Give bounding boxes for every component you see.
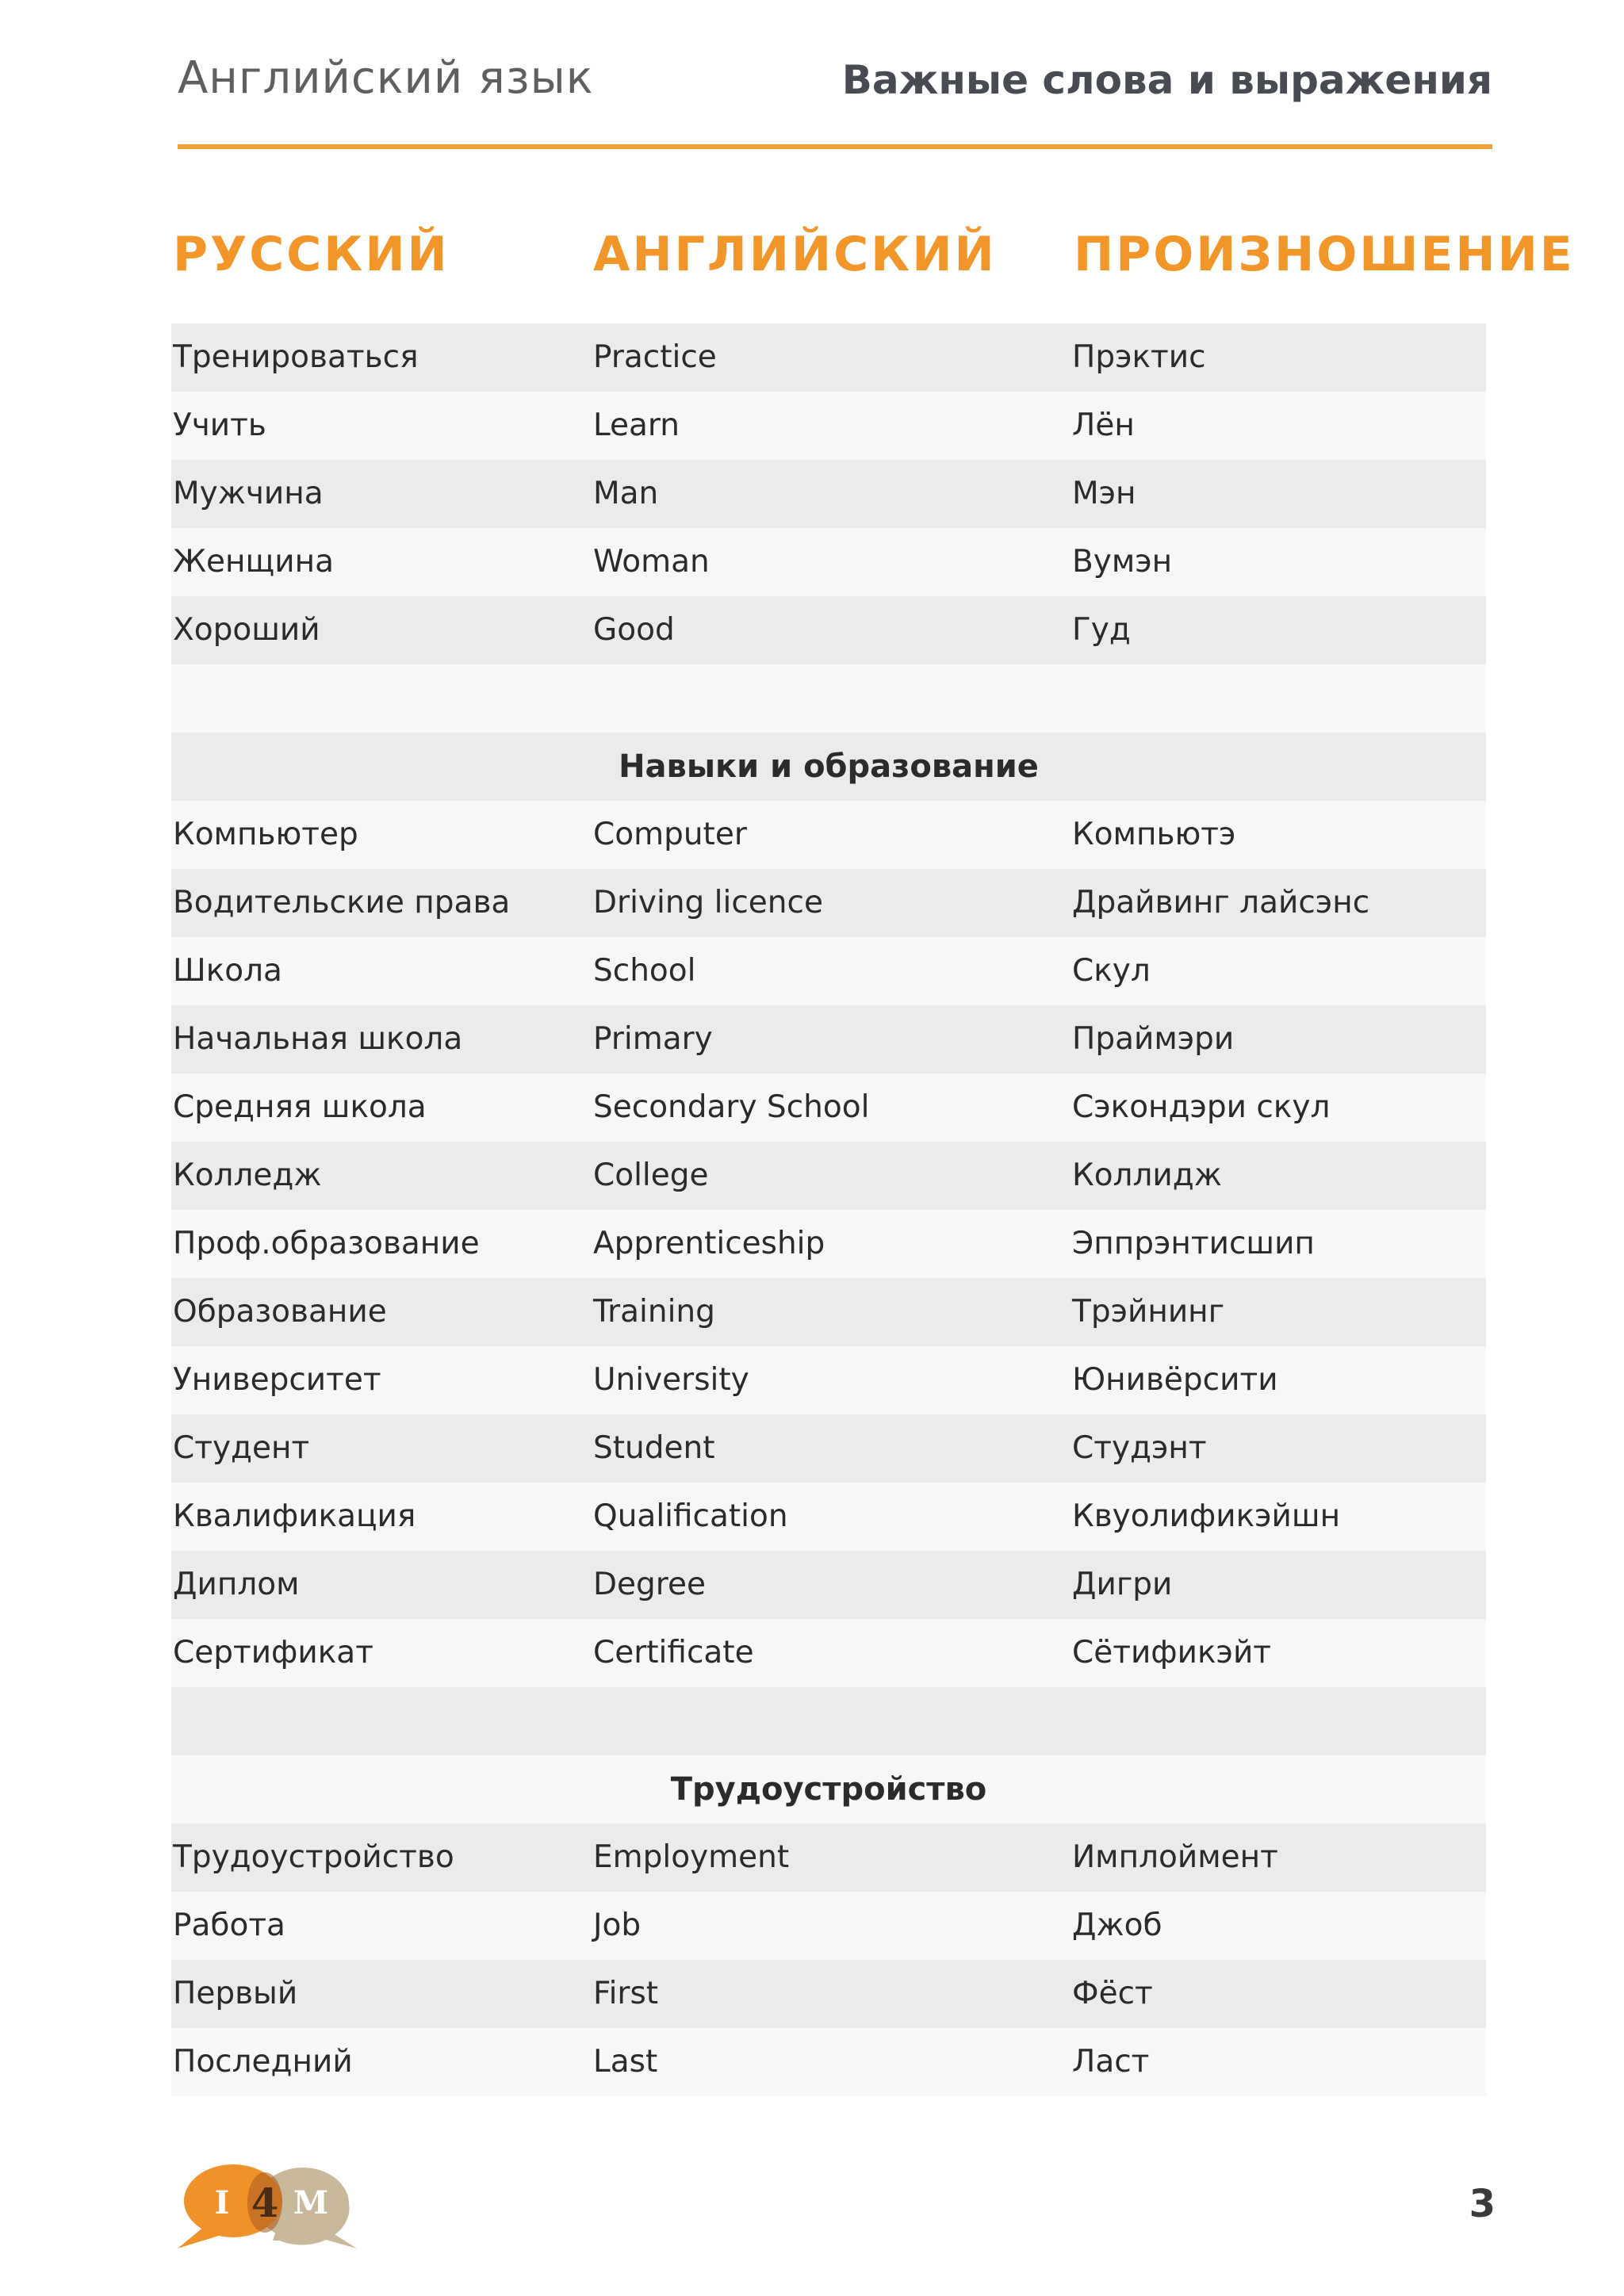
pronunciation: Имплоймент xyxy=(1072,1839,1278,1875)
table-row xyxy=(171,937,1486,1005)
pronunciation: Студэнт xyxy=(1072,1430,1207,1466)
pronunciation: Эппрэнтисшип xyxy=(1072,1226,1315,1261)
speech-bubbles-logo-icon xyxy=(176,2160,358,2255)
pronunciation: Юнивёрсити xyxy=(1072,1362,1278,1398)
russian-word: Тренироваться xyxy=(173,339,419,375)
table-row xyxy=(171,1960,1486,2028)
english-word: Woman xyxy=(593,544,710,580)
russian-word: Женщина xyxy=(173,544,334,580)
pronunciation: Трэйнинг xyxy=(1072,1294,1225,1330)
russian-word: Диплом xyxy=(173,1567,300,1602)
english-word: Secondary School xyxy=(593,1089,870,1125)
table-row xyxy=(171,323,1486,392)
table-row xyxy=(171,1414,1486,1483)
subject-title: Английский язык xyxy=(178,52,594,104)
russian-word: Колледж xyxy=(173,1158,322,1193)
english-word: Man xyxy=(593,476,659,511)
pronunciation: Компьютэ xyxy=(1072,817,1236,852)
table-row xyxy=(171,1823,1486,1892)
document-title: Важные слова и выражения xyxy=(841,57,1492,103)
english-word: Employment xyxy=(593,1839,790,1875)
english-word: First xyxy=(593,1976,659,2011)
pronunciation: Гуд xyxy=(1072,612,1131,648)
english-word: Job xyxy=(593,1908,642,1943)
russian-word: Университет xyxy=(173,1362,381,1398)
russian-word: Начальная школа xyxy=(173,1021,463,1057)
vocabulary-table xyxy=(171,323,1486,2096)
english-word: Certificate xyxy=(593,1635,754,1670)
table-row xyxy=(171,801,1486,869)
russian-word: Последний xyxy=(173,2044,353,2080)
pronunciation: Сётификэйт xyxy=(1072,1635,1272,1670)
pronunciation: Драйвинг лайсэнс xyxy=(1072,885,1370,920)
table-row xyxy=(171,596,1486,664)
column-header-pronunciation: ПРОИЗНОШЕНИЕ xyxy=(1074,227,1575,282)
english-word: Learn xyxy=(593,408,680,443)
pronunciation: Фёст xyxy=(1072,1976,1153,2011)
russian-word: Школа xyxy=(173,953,282,989)
russian-word: Работа xyxy=(173,1908,285,1943)
russian-word: Проф.образование xyxy=(173,1226,480,1261)
table-row xyxy=(171,1892,1486,1960)
table-row xyxy=(171,528,1486,596)
english-word: Training xyxy=(593,1294,715,1330)
header-divider xyxy=(178,144,1492,149)
i4m-logo xyxy=(176,2160,358,2255)
russian-word: Студент xyxy=(173,1430,310,1466)
russian-word: Хороший xyxy=(173,612,320,648)
column-header-russian: РУССКИЙ xyxy=(173,227,450,282)
column-header-english: АНГЛИЙСКИЙ xyxy=(593,227,997,282)
pronunciation: Квуолификэйшн xyxy=(1072,1498,1341,1534)
logo-digit-4: 4 xyxy=(251,2179,279,2226)
english-word: University xyxy=(593,1362,749,1398)
russian-word: Учить xyxy=(173,408,266,443)
pronunciation: Прэктис xyxy=(1072,339,1206,375)
table-row xyxy=(171,1005,1486,1073)
table-row xyxy=(171,1278,1486,1346)
russian-word: Квалификация xyxy=(173,1498,416,1534)
page-number: 3 xyxy=(1469,2182,1496,2226)
table-row xyxy=(171,1142,1486,1210)
english-word: Qualification xyxy=(593,1498,788,1534)
table-row xyxy=(171,1483,1486,1551)
table-spacer-row xyxy=(171,1687,1486,1755)
table-row xyxy=(171,460,1486,528)
pronunciation: Вумэн xyxy=(1072,544,1173,580)
table-row xyxy=(171,1551,1486,1619)
table-row xyxy=(171,1619,1486,1687)
english-word: Primary xyxy=(593,1021,713,1057)
pronunciation: Праймэри xyxy=(1072,1021,1235,1057)
table-row xyxy=(171,392,1486,460)
pronunciation: Коллидж xyxy=(1072,1158,1222,1193)
russian-word: Трудоустройство xyxy=(173,1839,454,1875)
pronunciation: Лён xyxy=(1072,408,1135,443)
table-row xyxy=(171,2028,1486,2096)
pronunciation: Мэн xyxy=(1072,476,1136,511)
russian-word: Первый xyxy=(173,1976,298,2011)
english-word: Last xyxy=(593,2044,658,2080)
russian-word: Сертификат xyxy=(173,1635,373,1670)
russian-word: Образование xyxy=(173,1294,387,1330)
pronunciation: Дигри xyxy=(1072,1567,1173,1602)
english-word: School xyxy=(593,953,696,989)
section-header-row xyxy=(171,733,1486,801)
russian-word: Водительские права xyxy=(173,885,511,920)
russian-word: Средняя школа xyxy=(173,1089,427,1125)
logo-letter-m: M xyxy=(293,2184,329,2221)
table-row xyxy=(171,1073,1486,1142)
section-title-skills: Навыки и образование xyxy=(619,748,1039,785)
logo-letter-i: I xyxy=(214,2184,230,2221)
table-spacer-row xyxy=(171,664,1486,733)
pronunciation: Ласт xyxy=(1072,2044,1150,2080)
table-row xyxy=(171,1210,1486,1278)
english-word: College xyxy=(593,1158,709,1193)
english-word: Good xyxy=(593,612,675,648)
pronunciation: Скул xyxy=(1072,953,1151,989)
table-row xyxy=(171,869,1486,937)
russian-word: Мужчина xyxy=(173,476,324,511)
english-word: Computer xyxy=(593,817,747,852)
table-row xyxy=(171,1346,1486,1414)
section-title-employment: Трудоустройство xyxy=(670,1771,987,1808)
english-word: Student xyxy=(593,1430,715,1466)
english-word: Degree xyxy=(593,1567,706,1602)
english-word: Driving licence xyxy=(593,885,823,920)
pronunciation: Джоб xyxy=(1072,1908,1162,1943)
section-header-row xyxy=(171,1755,1486,1823)
english-word: Practice xyxy=(593,339,717,375)
pronunciation: Сэкондэри скул xyxy=(1072,1089,1331,1125)
english-word: Apprenticeship xyxy=(593,1226,825,1261)
russian-word: Компьютер xyxy=(173,817,358,852)
